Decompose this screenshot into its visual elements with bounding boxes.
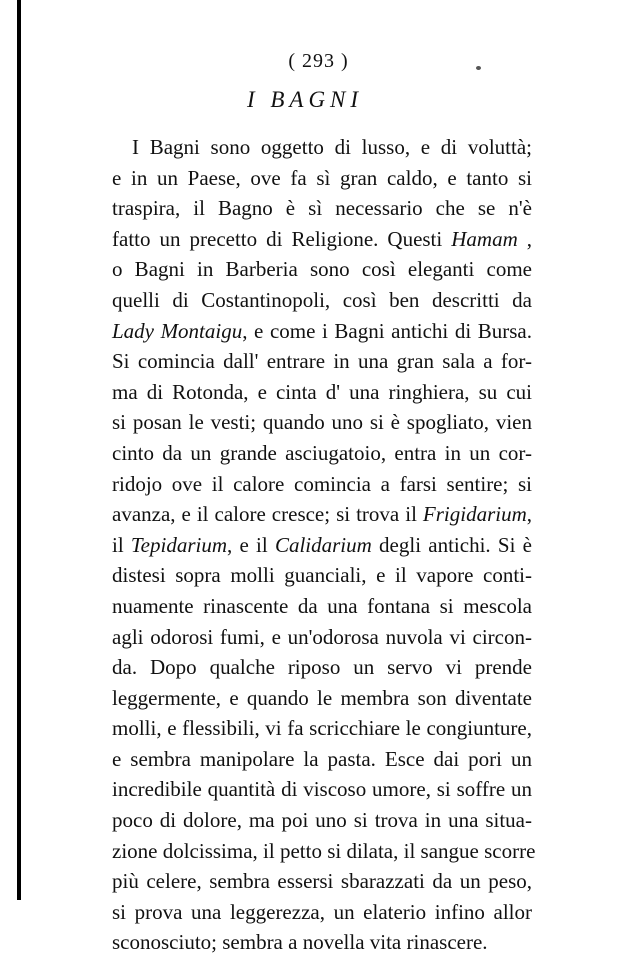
page-number: ( 293 ) bbox=[288, 50, 349, 72]
text-line: sconosciuto; sembra a novella vita rinascere. bbox=[112, 930, 488, 955]
text-line: ridojo ove il calore comincia a farsi sentire; si bbox=[112, 471, 532, 496]
text-line: si posan le vesti; quando uno si è spogliato, vien bbox=[112, 410, 532, 435]
text-line: cinto da un grande asciugatoio, entra in un cor- bbox=[112, 440, 532, 465]
text-line: distesi sopra molli guanciali, e il vapore conti- bbox=[112, 563, 532, 588]
page-left-edge bbox=[17, 0, 21, 900]
text-line: da. Dopo qualche riposo un servo vi prende bbox=[112, 655, 532, 680]
text-line: leggermente, e quando le membra son diventate bbox=[112, 685, 532, 710]
text-line: traspira, il Bagno è sì necessario che se n'è bbox=[112, 196, 532, 221]
text-line: Lady Montaigu, e come i Bagni antichi di Bursa. bbox=[112, 318, 532, 343]
text-line: o Bagni in Barberia sono così eleganti come bbox=[112, 257, 532, 282]
text-line: ma di Rotonda, e cinta d' una ringhiera, su cui bbox=[112, 379, 532, 404]
text-line: nuamente rinascente da una fontana si mescola bbox=[112, 593, 532, 618]
text-line: incredibile quantità di viscoso umore, si soffre un bbox=[112, 777, 532, 802]
text-line: avanza, e il calore cresce; si trova il Frigidarium, bbox=[112, 502, 532, 527]
text-line: il Tepidarium, e il Calidarium degli antichi. Si è bbox=[112, 532, 532, 557]
text-line: più celere, sembra essersi sbarazzati da un peso, bbox=[112, 869, 532, 894]
text-line: e in un Paese, ove fa sì gran caldo, e tanto si bbox=[112, 165, 532, 190]
text-line: si prova una leggerezza, un elaterio infino allor bbox=[112, 899, 532, 924]
text-line: agli odorosi fumi, e un'odorosa nuvola vi circon- bbox=[112, 624, 532, 649]
text-line: molli, e flessibili, vi fa scricchiare le congiunture, bbox=[112, 716, 532, 741]
page-title: I BAGNI bbox=[246, 87, 364, 112]
text-line: zione dolcissima, il petto si dilata, il sangue scorre bbox=[112, 838, 536, 863]
text-line: I Bagni sono oggetto di lusso, e di voluttà; bbox=[132, 135, 532, 159]
text-line: Si comincia dall' entrare in una gran sala a for- bbox=[112, 349, 532, 374]
text-line: e sembra manipolare la pasta. Esce dai pori un bbox=[112, 746, 532, 771]
text-line: poco di dolore, ma poi uno si trova in una situa- bbox=[112, 808, 532, 833]
body-text bbox=[112, 132, 536, 958]
text-line: quelli di Costantinopoli, così ben descritti da bbox=[112, 287, 532, 312]
text-line: fatto un precetto di Religione. Questi Hamam , bbox=[112, 226, 533, 251]
